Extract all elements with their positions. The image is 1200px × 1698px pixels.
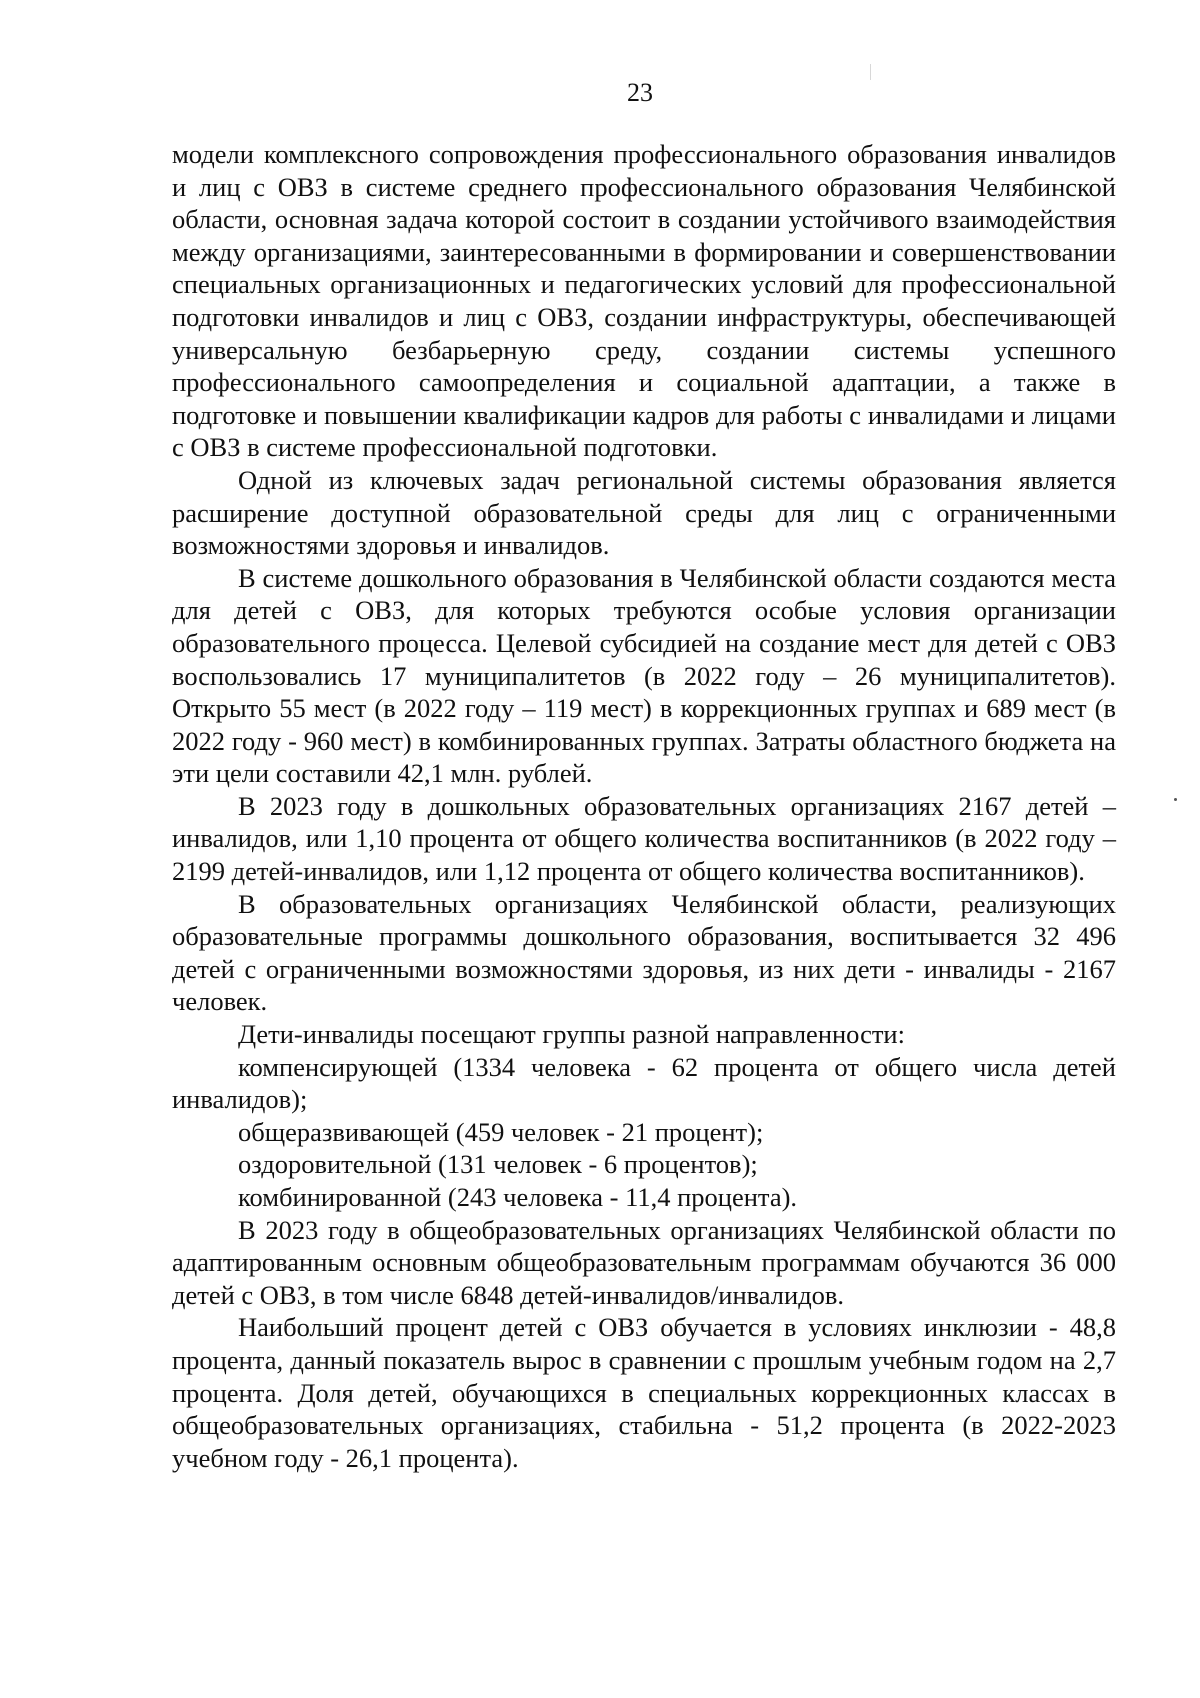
paragraph-6: Дети-инвалиды посещают группы разной направленности: bbox=[238, 1019, 905, 1050]
document-body bbox=[172, 138, 1116, 1474]
page-number: 23 bbox=[627, 78, 653, 107]
paragraph-3: В системе дошкольного образования в Челябинской области создаются места для детей с ОВЗ, для которых требуются особые условия организации образовательного процесса. Целевой субсидией на создание мест для детей с ОВЗ воспользовались 17 муниципалитетов (в 2022 году – 26 муниципалитетов). Открыто 55 мест (в 2022 году – 119 мест) в коррекционных группах и 689 мест (в 2022 году - 960 мест) в комбинированных группах. Затраты областного бюджета на эти цели составили 42,1 млн. рублей. bbox=[172, 562, 1116, 789]
paragraph-5: В образовательных организациях Челябинской области, реализующих образовательные программы дошкольного образования, воспитывается 32 496 детей с ограниченными возможностями здоровья, из них дети - инвалиды - 2167 человек. bbox=[172, 888, 1116, 1017]
paragraph-4: В 2023 году в дошкольных образовательных организациях 2167 детей – инвалидов, или 1,10 процента от общего количества воспитанников (в 2022 году – 2199 детей-инвалидов, или 1,12 процента от общего количества воспитанников). bbox=[172, 790, 1116, 887]
list-item-general-developing: общеразвивающей (459 человек - 21 процент); bbox=[238, 1116, 764, 1147]
paragraph-2: Одной из ключевых задач региональной системы образования является расширение доступной образовательной среды для лиц с ограниченными возможностями здоровья и инвалидов. bbox=[172, 464, 1116, 561]
list-item-health-improving: оздоровительной (131 человек - 6 процентов); bbox=[238, 1149, 758, 1180]
list-item-compensating: компенсирующей (1334 человека - 62 процента от общего числа детей инвалидов); bbox=[172, 1051, 1116, 1115]
paragraph-12: Наибольший процент детей с ОВЗ обучается в условиях инклюзии - 48,8 процента, данный показатель вырос в сравнении с прошлым учебным годом на 2,7 процента. Доля детей, обучающихся в специальных коррекционных классах в общеобразовательных организациях, стабильна - 51,2 процента (в 2022-2023 учебном году - 26,1 процента). bbox=[172, 1312, 1116, 1473]
paragraph-1: модели комплексного сопровождения профессионального образования инвалидов и лиц с ОВЗ в системе среднего профессионального образования Челябинской области, основная задача которой состоит в создании устойчивого взаимодействия между организациями, заинтересованными в формировании и совершенствовании специальных организационных и педагогических условий для профессиональной подготовки инвалидов и лиц с ОВЗ, создании инфраструктуры, обеспечивающей универсальную безбарьерную среду, создании системы успешного профессионального самоопределения и социальной адаптации, а также в подготовке и повышении квалификации кадров для работы с инвалидами и лицами с ОВЗ в системе профессиональной подготовки. bbox=[172, 139, 1116, 463]
paragraph-11: В 2023 году в общеобразовательных организациях Челябинской области по адаптированным основным общеобразовательным программам обучаются 36 000 детей с ОВЗ, в том числе 6848 детей-инвалидов/инвалидов. bbox=[172, 1214, 1116, 1310]
list-item-combined: комбинированной (243 человека - 11,4 процента). bbox=[238, 1182, 798, 1212]
margin-dot-artifact bbox=[1174, 798, 1177, 801]
